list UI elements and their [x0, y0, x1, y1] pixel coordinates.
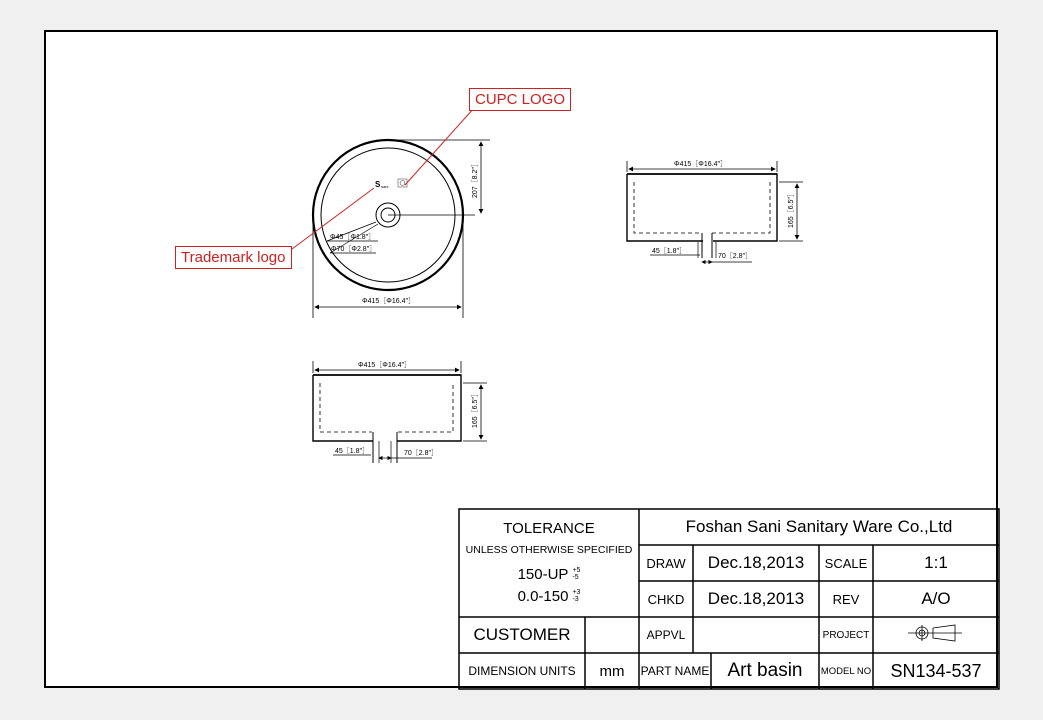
tolerance-minus-2: -3	[572, 596, 579, 603]
customer-label: CUSTOMER	[473, 625, 571, 644]
drain-inner-label: Φ45［Φ1.8″］	[330, 234, 376, 241]
tolerance-range-2: 0.0-150	[517, 587, 569, 605]
customer-value	[585, 617, 639, 653]
depth-dimension-label: 207［8.2″］	[472, 160, 479, 198]
top-view	[313, 140, 490, 318]
draw-label: DRAW	[646, 555, 686, 571]
part-name-value: Art basin	[727, 660, 803, 681]
side-view-bottom-drain-depth-label: 45［1.8″］	[335, 448, 369, 455]
appvl-value	[693, 617, 819, 653]
trademark-logo-callout: Trademark logo	[175, 246, 292, 269]
tolerance-range-1: 150-UP	[517, 565, 569, 583]
cupc-callout-leader	[405, 108, 474, 185]
scale-label: SCALE	[824, 555, 868, 571]
side-view-right-width-label: Φ415［Φ16.4″］	[674, 161, 727, 168]
model-no-value: SN134-537	[890, 660, 982, 681]
drain-outer-label: Φ70［Φ2.8″］	[331, 246, 377, 253]
side-view-right-hidden-line	[634, 182, 702, 233]
side-view-bottom-width-label: Φ415［Φ16.4″］	[358, 362, 411, 369]
tolerance-minus-1: -5	[572, 574, 579, 581]
side-view-right	[627, 160, 803, 262]
unless-specified-text: UNLESS OTHERWISE SPECIFIED	[465, 544, 633, 556]
tolerance-line-1	[459, 563, 639, 585]
title-block	[459, 509, 999, 689]
chkd-date: Dec.18,2013	[707, 589, 805, 608]
tolerance-line-2	[459, 585, 639, 607]
side-view-bottom-height-label: 165［6.5″］	[472, 390, 479, 428]
scale-value: 1:1	[924, 553, 948, 572]
project-label: PROJECT	[822, 629, 870, 641]
side-view-right-drain-width-label: 70［2.8″］	[718, 253, 752, 260]
side-view-right-drain-depth-label: 45［1.8″］	[652, 248, 686, 255]
tolerance-heading: TOLERANCE	[503, 519, 595, 537]
tolerance-plus-2: +3	[572, 589, 581, 596]
side-view-bottom-hidden-line	[320, 383, 372, 432]
side-view-bottom-drain-width-label: 70［2.8″］	[404, 450, 438, 457]
appvl-label: APPVL	[646, 628, 686, 642]
diameter-dimension-label: Φ415［Φ16.4″］	[362, 298, 415, 305]
tolerance-plus-1: +5	[572, 567, 581, 574]
draw-date: Dec.18,2013	[707, 553, 805, 572]
dimension-units-value: mm	[599, 662, 625, 680]
dimension-units-label: DIMENSION UNITS	[468, 664, 576, 678]
rev-value: A/O	[921, 589, 951, 608]
trademark-small-text: sani	[381, 184, 389, 189]
side-view-bottom	[313, 361, 487, 463]
cupc-logo-icon	[398, 179, 407, 187]
company-name: Foshan Sani Sanitary Ware Co.,Ltd	[685, 517, 953, 536]
trademark-mark: S	[375, 180, 381, 189]
cupc-logo-callout: CUPC LOGO	[469, 88, 571, 111]
side-view-right-height-label: 165［6.5″］	[788, 190, 795, 228]
part-name-label: PART NAME	[640, 664, 710, 678]
model-no-label: MODEL NO	[820, 665, 872, 677]
trademark-callout-leader	[288, 188, 377, 253]
chkd-label: CHKD	[647, 591, 685, 607]
rev-label: REV	[832, 591, 860, 607]
